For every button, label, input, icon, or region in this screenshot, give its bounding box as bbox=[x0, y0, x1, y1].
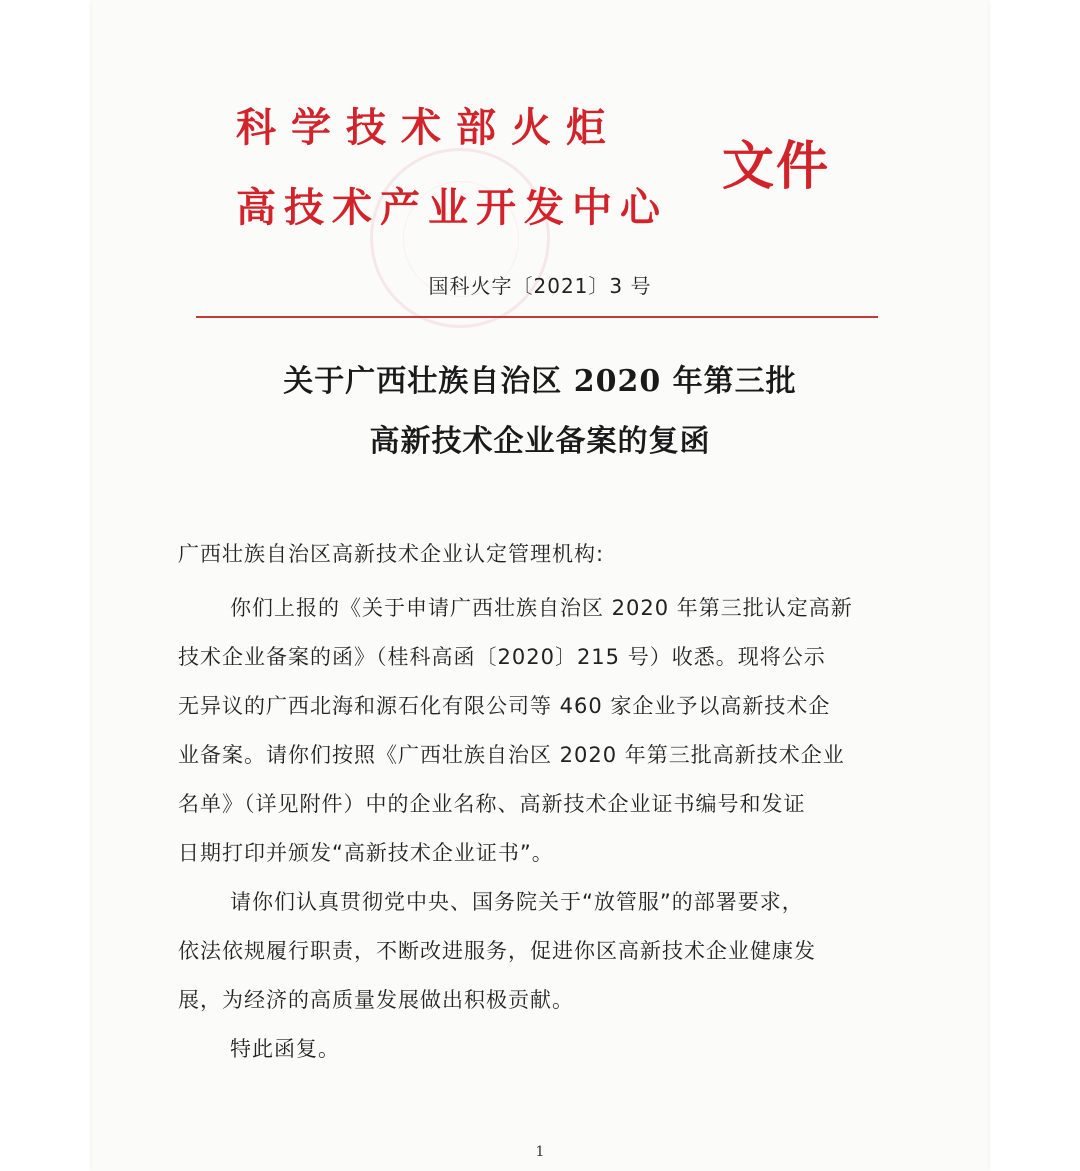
paragraph-line: 日期打印并颁发“高新技术企业证书”。 bbox=[178, 841, 554, 865]
paragraph-line: 你们上报的《关于申请广西壮族自治区 2020 年第三批认定高新 bbox=[230, 596, 853, 620]
document-number: 国科火字〔2021〕3 号 bbox=[428, 274, 652, 298]
page-number: 1 bbox=[535, 1144, 545, 1160]
paragraph-line: 业备案。请你们按照《广西壮族自治区 2020 年第三批高新技术企业 bbox=[178, 743, 845, 767]
paragraph-line: 展，为经济的高质量发展做出积极贡献。 bbox=[178, 988, 574, 1012]
addressee: 广西壮族自治区高新技术企业认定管理机构: bbox=[178, 542, 605, 566]
paragraph-line: 名单》（详见附件）中的企业名称、高新技术企业证书编号和发证 bbox=[178, 792, 806, 816]
paragraph-line: 无异议的广西北海和源石化有限公司等 460 家企业予以高新技术企 bbox=[178, 694, 831, 718]
official-seal-stamp bbox=[370, 148, 550, 328]
issuer-name-line-1: 科学技术部火炬 bbox=[236, 104, 621, 151]
document-title-line-1: 关于广西壮族自治区 2020 年第三批 bbox=[283, 364, 797, 399]
paragraph-line: 请你们认真贯彻党中央、国务院关于“放管服”的部署要求， bbox=[230, 890, 804, 914]
paragraph-line: 依法依规履行职责，不断改进服务，促进你区高新技术企业健康发 bbox=[178, 939, 816, 963]
closing-remark: 特此函复。 bbox=[230, 1037, 340, 1061]
paragraph-line: 技术企业备案的函》（桂科高函〔2020〕215 号）收悉。现将公示 bbox=[178, 645, 826, 669]
red-header-divider bbox=[196, 316, 878, 318]
document-type-label: 文件 bbox=[722, 136, 831, 197]
issuer-name-line-2: 高技术产业开发中心 bbox=[236, 184, 668, 231]
document-title-line-2: 高新技术企业备案的复函 bbox=[369, 424, 711, 459]
